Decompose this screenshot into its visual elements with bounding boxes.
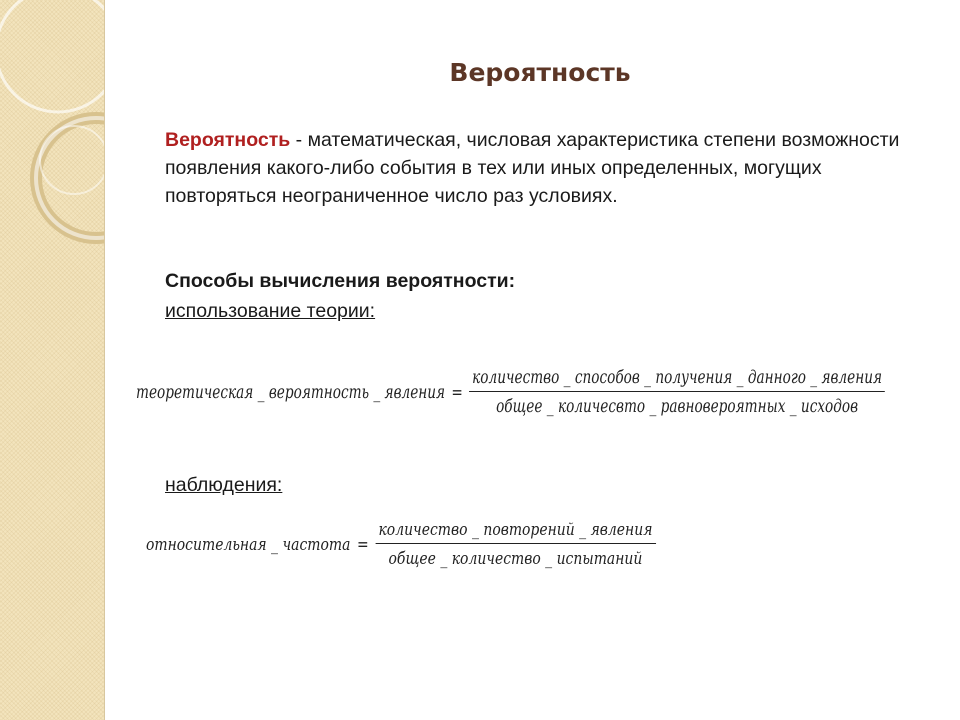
decorative-side-panel	[0, 0, 105, 720]
formula-theory-numerator: количество _ способов _ получения _ данного _ явления	[472, 368, 883, 388]
formula-theory-denominator: общее _ количесвто _ равновероятных _ исходов	[496, 397, 859, 417]
slide-title: Вероятность	[449, 58, 631, 87]
theoretical-probability-formula	[136, 368, 885, 417]
definition-text: - математическая, числовая характеристика степени возможности появления какого-либо события в тех или иных определенных, могущих повторяться неограниченное число раз условиях.	[165, 129, 900, 207]
formula-theory-lhs: теоретическая _ вероятность _ явления	[136, 382, 446, 403]
decorative-rings	[0, 0, 104, 720]
ring-large	[0, 0, 104, 112]
definition-term: Вероятность	[165, 129, 291, 151]
methods-heading: Способы вычисления вероятности:	[165, 270, 516, 292]
method-observation-label: наблюдения:	[165, 474, 283, 496]
formula-theory-equals: =	[451, 382, 463, 403]
formula-observation-numerator: количество _ повторений _ явления	[378, 520, 653, 540]
formula-observation-lhs: относительная _ частота	[146, 534, 351, 555]
method-theory-label: использование теории:	[165, 300, 376, 322]
formula-observation-fraction	[375, 520, 656, 569]
formula-theory-fraction	[469, 368, 885, 417]
ring-small	[40, 126, 104, 194]
relative-frequency-formula	[146, 520, 656, 569]
formula-observation-equals: =	[356, 534, 369, 555]
formula-observation-denominator: общее _ количество _ испытаний	[388, 549, 643, 569]
definition-paragraph	[165, 126, 925, 210]
